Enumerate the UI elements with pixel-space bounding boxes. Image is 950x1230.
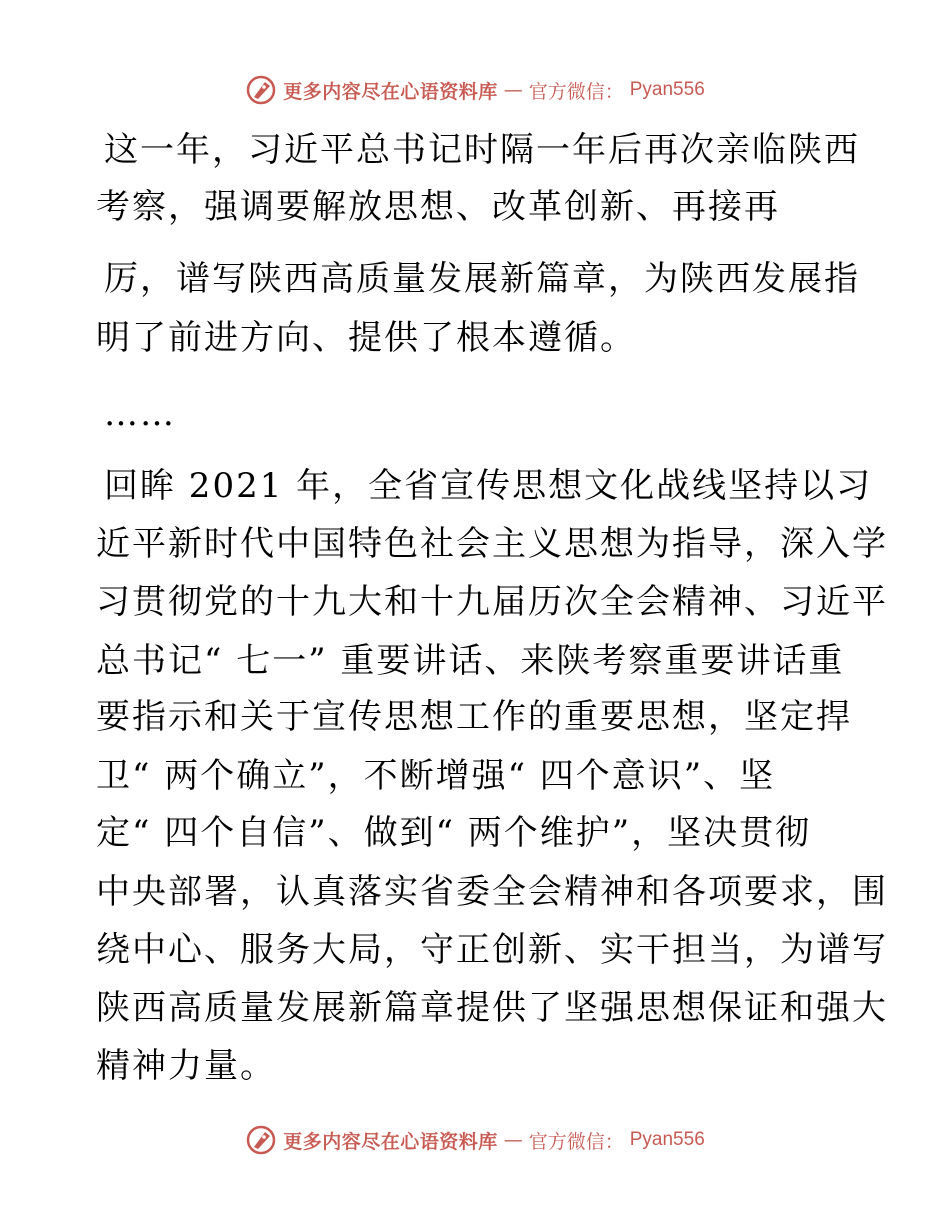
text-line: 考察，强调要解放思想、改革创新、再接再 [96, 187, 780, 227]
text-line: 回眸 2021 年，全省宣传思想文化战线坚持以习 [104, 466, 873, 506]
pen-nib-logo-icon [245, 74, 277, 106]
text-line: 绕中心、服务大局，守正创新、实干担当，为谱写 [96, 930, 888, 970]
banner-dash: — [503, 79, 523, 101]
banner-site-text: 更多内容尽在心语资料库 [283, 1130, 498, 1153]
text-line: …… [104, 394, 176, 434]
text-line: 卫“ 两个确立”，不断增强“ 四个意识”、坚 [96, 756, 776, 796]
text-line: 中央部署，认真落实省委全会精神和各项要求，围 [96, 872, 888, 912]
text-line: 要指示和关于宣传思想工作的重要思想，坚定捍 [96, 697, 852, 737]
banner-wechat-label: 官方微信： [528, 80, 624, 103]
text-line: 总书记“ 七一” 重要讲话、来陕考察重要讲话重 [96, 641, 845, 681]
banner-account: Pyan556 [629, 79, 705, 100]
banner-wechat-label: 官方微信： [528, 1130, 624, 1153]
text-line: 陕西高质量发展新篇章提供了坚强思想保证和强大 [96, 988, 888, 1028]
text-line: 定“ 四个自信”、做到“ 两个维护”，坚决贯彻 [96, 813, 812, 853]
text-line: 近平新时代中国特色社会主义思想为指导，深入学 [96, 524, 888, 564]
text-line: 精神力量。 [96, 1046, 276, 1086]
text-line: 厉，谱写陕西高质量发展新篇章，为陕西发展指 [104, 259, 860, 299]
footer-banner [0, 1124, 950, 1156]
text-line: 这一年，习近平总书记时隔一年后再次亲临陕西 [104, 130, 860, 170]
header-banner [0, 74, 950, 106]
text-line: 习贯彻党的十九大和十九届历次全会精神、习近平 [96, 582, 888, 622]
banner-dash: — [503, 1129, 523, 1151]
text-line: 明了前进方向、提供了根本遵循。 [96, 318, 636, 358]
banner-account: Pyan556 [629, 1129, 705, 1150]
pen-nib-logo-icon [245, 1124, 277, 1156]
banner-site-text: 更多内容尽在心语资料库 [283, 80, 498, 103]
